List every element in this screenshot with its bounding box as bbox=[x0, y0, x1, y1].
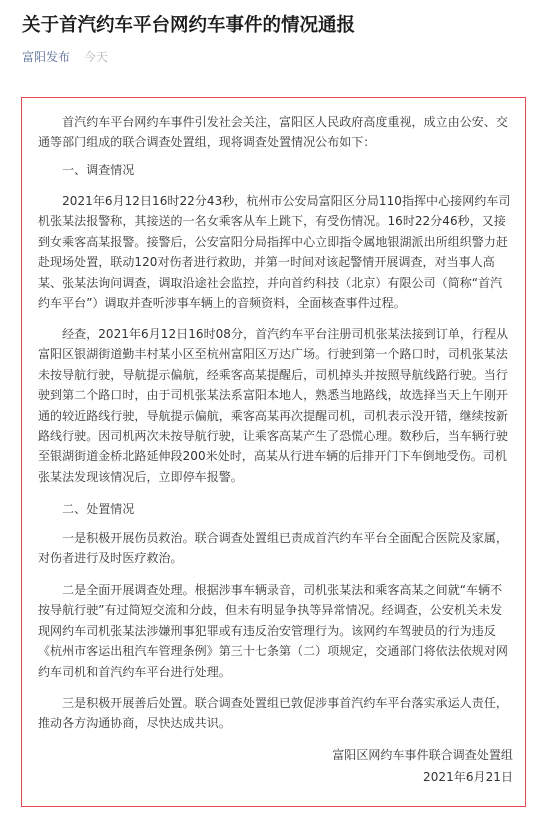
account-name-link[interactable]: 富阳发布 bbox=[22, 50, 71, 64]
paragraph-line: 至银湖街道金桥北路延伸段200米处时，高某从行进车辆的后排开门下车倒地受伤。司机 bbox=[38, 449, 507, 464]
article-title: 关于首汽约车平台网约车事件的情况通报 bbox=[22, 15, 356, 36]
paragraph-line: 富阳区银湖街道勤丰村某小区至杭州富阳区万达广场。行驶到第一个路口时，司机张某法 bbox=[38, 347, 508, 362]
signature-issuer: 富阳区网约车事件联合调查处置组 bbox=[332, 748, 513, 762]
section-heading-text: 二、处置情况 bbox=[38, 502, 135, 516]
publish-time: 今天 bbox=[83, 50, 108, 64]
paragraph-line: 三是积极开展善后处置。联合调查处置组已敦促涉事首汽约车平台落实承运人责任， bbox=[38, 696, 508, 710]
signature-date: 2021年6月21日 bbox=[423, 770, 513, 784]
paragraph-line: 现网约车司机张某法涉嫌刑事犯罪或有违反治安管理行为。该网约车驾驶员的行为违反 bbox=[38, 623, 496, 638]
paragraph-findings bbox=[38, 324, 508, 487]
notice-signature bbox=[300, 745, 513, 765]
paragraph-line: 到女乘客高某报警。接警后，公安富阳分局指挥中心立即指令属地银湖派出所组织警力赶 bbox=[38, 234, 508, 249]
section-heading-investigation bbox=[38, 160, 134, 180]
paragraph-line: 经查，2021年6月12日16时08分，首汽约车平台注册司机张某法接到订单，行程从 bbox=[38, 327, 509, 341]
paragraph-aftermath bbox=[38, 693, 508, 734]
paragraph-line: 约车平台”）调取并查听涉事车辆上的音频资料，全面核查事件过程。 bbox=[38, 295, 406, 310]
paragraph-line: 《杭州市客运出租汽车管理条例》第三十七条第（二）项规定，交通部门将依法依规对网 bbox=[38, 644, 508, 659]
paragraph-investigation-handling bbox=[38, 580, 508, 682]
paragraph-line: 约车司机和首汽约车平台进行处理。 bbox=[38, 664, 231, 679]
paragraph-line: 一是积极开展伤员救治。联合调查处置组已责成首汽约车平台全面配合医院及家属， bbox=[38, 531, 508, 545]
paragraph-line: 通的较近路线行驶，导航提示偏航，乘客高某再次提醒司机，司机表示没开错，继续按新 bbox=[38, 408, 508, 423]
paragraph-line: 二是全面开展调查处理。根据涉事车辆录音，司机张某法和乘客高某之间就“车辆不 bbox=[38, 583, 503, 597]
paragraph-line: 路线行驶。因司机两次未按导航行驶，让乘客高某产生了恐慌心理。数秒后，当车辆行驶 bbox=[38, 428, 508, 443]
intro-line: 通等部门组成的联合调查处置组，现将调查处置情况公布如下： bbox=[38, 135, 376, 150]
paragraph-line: 对伤者进行及时医疗救治。 bbox=[38, 551, 183, 566]
intro-paragraph bbox=[38, 112, 508, 153]
paragraph-line: 机张某法报警称，其接送的一名女乘客从车上跳下，有受伤情况。16时22分46秒，又接 bbox=[38, 214, 506, 229]
paragraph-line: 某、张某法询问调查，调取沿途社会监控，并向首约科技（北京）有限公司（简称“首汽 bbox=[38, 275, 503, 290]
paragraph-line: 按导航行驶”有过简短交流和分歧，但未有明显争执等异常情况。经调查，公安机关未发 bbox=[38, 603, 503, 618]
section-heading-handling bbox=[38, 499, 134, 519]
article-meta bbox=[22, 49, 108, 65]
paragraph-line: 2021年6月12日16时22分43秒，杭州市公安局富阳区分局110指挥中心接网约车司 bbox=[38, 194, 511, 208]
paragraph-line: 未按导航行驶，导航提示偏航，经乘客高某提醒后，司机掉头并按照导航线路行驶。当行 bbox=[38, 367, 508, 382]
paragraph-report bbox=[38, 191, 510, 313]
paragraph-line: 推动各方沟通协商，尽快达成共识。 bbox=[38, 716, 231, 731]
paragraph-line: 驶到第二个路口时，由于司机张某法系富阳本地人，熟悉当地路线，故选择当天上午刚开 bbox=[38, 388, 508, 403]
paragraph-line: 赴现场处置，联动120对伤者进行救助，并第一时间对该起警情开展调查，对当事人高 bbox=[38, 255, 495, 270]
intro-line: 首汽约车平台网约车事件引发社会关注，富阳区人民政府高度重视，成立由公安、交 bbox=[38, 115, 508, 129]
section-heading-text: 一、调查情况 bbox=[38, 163, 135, 177]
notice-date bbox=[300, 767, 513, 787]
paragraph-line: 张某法发现该情况后，立即停车报警。 bbox=[38, 469, 243, 484]
paragraph-treatment bbox=[38, 528, 508, 569]
